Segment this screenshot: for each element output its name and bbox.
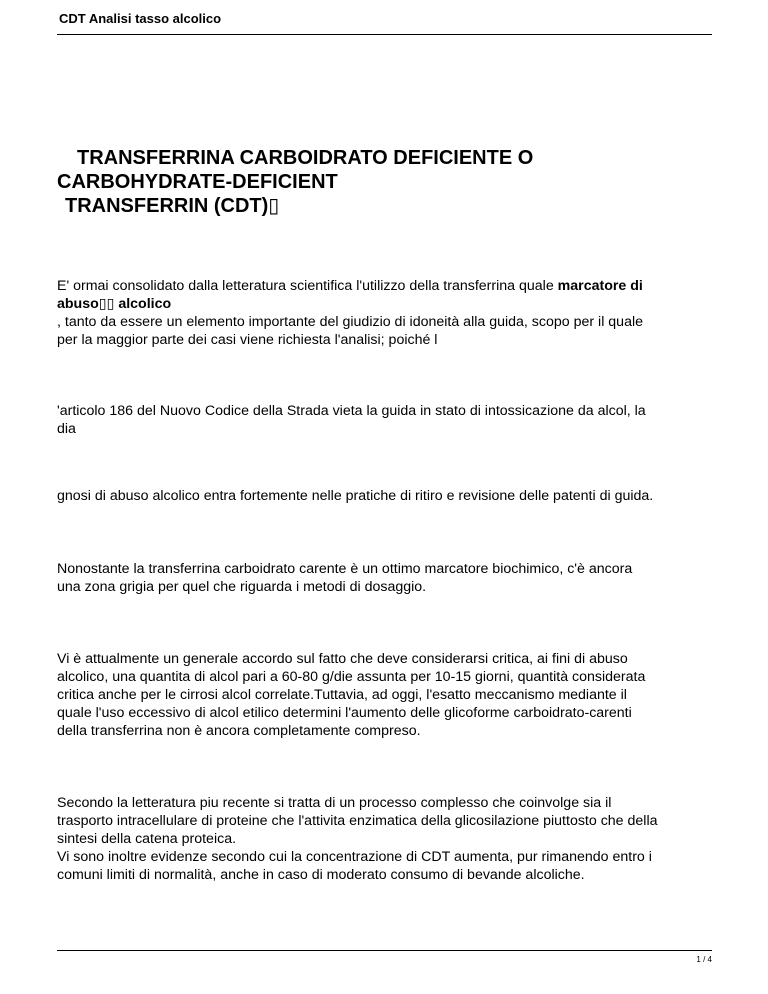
paragraph-line: dia — [57, 421, 76, 437]
paragraph-line: gnosi di abuso alcolico entra fortemente nelle pratiche di ritiro e revisione delle patenti di guida. — [57, 488, 654, 504]
paragraph-line: Vi sono inoltre evidenze secondo cui la concentrazione di CDT aumenta, pur rimanendo entro i — [57, 849, 652, 865]
highlight-term: marcatore di — [557, 278, 643, 294]
paragraph-line: , tanto da essere un elemento importante del giudizio di idoneità alla guida, scopo per il quale — [57, 314, 644, 330]
paragraph-line: critica anche per le cirrosi alcol correlate.Tuttavia, ad oggi, l'esatto meccanismo mediante il — [57, 687, 627, 703]
paragraph-line: Nonostante la transferrina carboidrato carente è un ottimo marcatore biochimico, c'è ancora — [57, 561, 633, 577]
paragraph-soglia-critica — [57, 650, 717, 740]
header-divider — [57, 34, 712, 35]
footer-divider — [57, 950, 712, 951]
paragraph-line: Secondo la letteratura piu recente si tratta di un processo complesso che coinvolge sia il — [57, 795, 612, 811]
paragraph-line: quale l'uso eccessivo di alcol etilico determini l'aumento delle glicoforme carboidrato-carenti — [57, 705, 632, 721]
paragraph-line: trasporto intracellulare di proteine che l'attivita enzimatica della glicosilazione piuttosto che della — [57, 813, 658, 829]
paragraph-line: per la maggior parte dei casi viene richiesta l'analisi; poiché l — [57, 332, 438, 348]
paragraph-line: della transferrina non è ancora completamente compreso. — [57, 723, 421, 739]
highlight-term: abuso▯▯ alcolico — [57, 296, 172, 312]
paragraph-line: Vi è attualmente un generale accordo sul fatto che deve considerarsi critica, ai fini di abuso — [57, 651, 628, 667]
title-line-3: TRANSFERRIN (CDT)▯ — [65, 195, 280, 217]
page-number: 1 / 4 — [696, 955, 712, 964]
document-title — [57, 146, 717, 218]
paragraph-intro — [57, 277, 717, 349]
running-header-title: CDT Analisi tasso alcolico — [59, 11, 222, 26]
paragraph-codice-strada — [57, 402, 717, 438]
paragraph-line: alcolico, una quantita di alcol pari a 60-80 g/die assunta per 10-15 giorni, quantità considerata — [57, 669, 646, 685]
paragraph-line: 'articolo 186 del Nuovo Codice della Strada vieta la guida in stato di intossicazione da alcol, la — [57, 403, 646, 419]
paragraph-diagnosi — [57, 487, 717, 505]
paragraph-letteratura — [57, 794, 717, 884]
paragraph-line — [57, 295, 717, 313]
paragraph-marcatore — [57, 560, 717, 596]
paragraph-line: comuni limiti di normalità, anche in caso di moderato consumo di bevande alcoliche. — [57, 867, 585, 883]
title-line-1: TRANSFERRINA CARBOIDRATO DEFICIENTE O — [77, 147, 534, 169]
paragraph-line: sintesi della catena proteica. — [57, 831, 237, 847]
title-line-2: CARBOHYDRATE-DEFICIENT — [57, 171, 338, 193]
text-run: E' ormai consolidato dalla letteratura scientifica l'utilizzo della transferrina quale — [57, 278, 558, 294]
paragraph-line — [57, 277, 717, 295]
paragraph-line: una zona grigia per quel che riguarda i metodi di dosaggio. — [57, 579, 427, 595]
